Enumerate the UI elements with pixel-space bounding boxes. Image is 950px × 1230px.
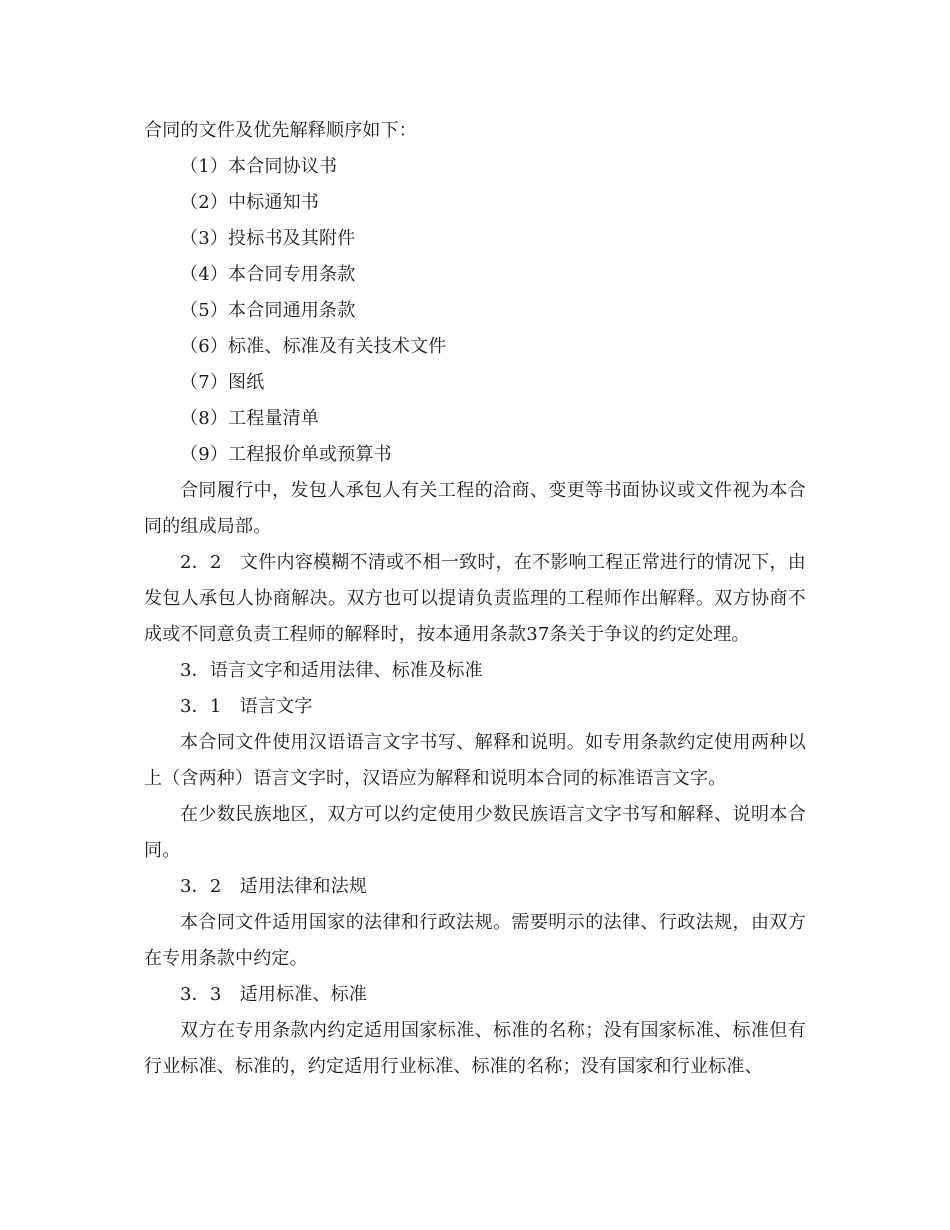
document-body bbox=[144, 113, 806, 1085]
paragraph-minority-regions: 在少数民族地区，双方可以约定使用少数民族语言文字书写和解释、说明本合同。 bbox=[144, 804, 806, 861]
list-item-8: （8）工程量清单 bbox=[180, 408, 320, 429]
list-item-4: （4）本合同专用条款 bbox=[180, 264, 356, 285]
clause-heading-3-3: 3．3 适用标准、标准 bbox=[180, 984, 368, 1005]
paragraph-applicable-standards: 双方在专用条款内约定适用国家标准、标准的名称；没有国家标准、标准但有行业标准、标准的，约定适用行业标准、标准的名称；没有国家和行业标准、 bbox=[144, 1020, 806, 1077]
list-item-5: （5）本合同通用条款 bbox=[180, 300, 356, 321]
list-item-6: （6）标准、标准及有关技术文件 bbox=[180, 336, 447, 357]
list-item-2: （2）中标通知书 bbox=[180, 192, 320, 213]
list-item-9: （9）工程报价单或预算书 bbox=[180, 444, 392, 465]
paragraph-language: 本合同文件使用汉语语言文字书写、解释和说明。如专用条款约定使用两种以上（含两种）语言文字时，汉语应为解释和说明本合同的标准语言文字。 bbox=[144, 732, 806, 789]
clause-heading-3-2: 3．2 适用法律和法规 bbox=[180, 876, 368, 897]
paragraph-applicable-law: 本合同文件适用国家的法律和行政法规。需要明示的法律、行政法规，由双方在专用条款中约定。 bbox=[144, 912, 806, 969]
clause-2-2: 2．2 文件内容模糊不清或不相一致时，在不影响工程正常进行的情况下，由发包人承包人协商解决。双方也可以提请负责监理的工程师作出解释。双方协商不成或不同意负责工程师的解释时，按本通用条款37条关于争议的约定处理。 bbox=[144, 552, 806, 645]
list-item-7: （7）图纸 bbox=[180, 372, 265, 393]
section-heading-3: 3．语言文字和适用法律、标准及标准 bbox=[180, 660, 483, 681]
paragraph-intro: 合同的文件及优先解释顺序如下： bbox=[144, 120, 417, 141]
list-item-1: （1）本合同协议书 bbox=[180, 156, 338, 177]
list-item-3: （3）投标书及其附件 bbox=[180, 228, 356, 249]
paragraph-contract-performance: 合同履行中，发包人承包人有关工程的洽商、变更等书面协议或文件视为本合同的组成局部。 bbox=[144, 480, 806, 537]
clause-heading-3-1: 3．1 语言文字 bbox=[180, 696, 313, 717]
